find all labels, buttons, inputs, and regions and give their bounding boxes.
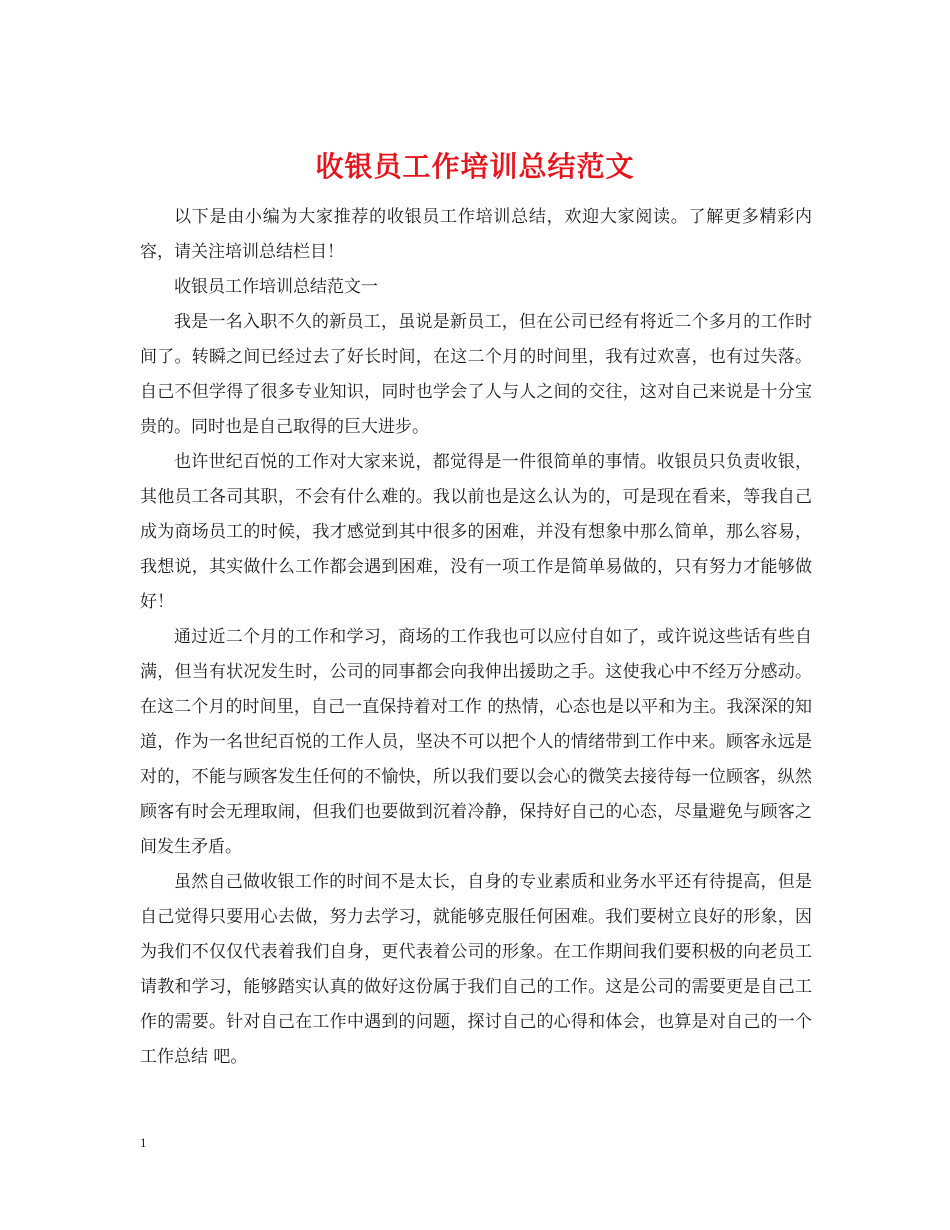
section-heading: 收银员工作培训总结范文一	[174, 277, 378, 297]
body-paragraph: 我是一名入职不久的新员工，虽说是新员工，但在公司已经有将近二个多月的工作时间了。转瞬之间已经过去了好长时间，在这二个月的时间里，我有过欢喜，也有过失落。自己不但学得了很多专业知识，同时也学会了人与人之间的交往，这对自己来说是十分宝贵的。同时也是自己取得的巨大进步。	[140, 312, 812, 437]
document-body	[140, 200, 812, 1075]
document-title: 收银员工作培训总结范文	[315, 149, 635, 183]
body-paragraph: 也许世纪百悦的工作对大家来说，都觉得是一件很简单的事情。收银员只负责收银，其他员工各司其职，不会有什么难的。我以前也是这么认为的，可是现在看来，等我自己成为商场员工的时候，我才感觉到其中很多的困难，并没有想象中那么简单，那么容易，我想说，其实做什么工作都会遇到困难，没有一项工作是简单易做的，只有努力才能够做好！	[140, 452, 812, 612]
page-number: 1	[140, 1135, 147, 1150]
intro-paragraph: 以下是由小编为大家推荐的收银员工作培训总结，欢迎大家阅读。了解更多精彩内容，请关注培训总结栏目！	[140, 207, 812, 262]
body-paragraph: 通过近二个月的工作和学习，商场的工作我也可以应付自如了，或许说这些话有些自满，但当有状况发生时，公司的同事都会向我伸出援助之手。这使我心中不经万分感动。在这二个月的时间里，自己一直保持着对工作 的热情，心态也是以平和为主。我深深的知道，作为一名世纪百悦的工作人员，坚决不可以把个人的情绪带到工作中来。顾客永远是对的，不能与顾客发生任何的不愉快，所以我们要以会心的微笑去接待每一位顾客，纵然顾客有时会无理取闹，但我们也要做到沉着冷静，保持好自己的心态，尽量避免与顾客之间发生矛盾。	[140, 627, 812, 857]
body-paragraph: 虽然自己做收银工作的时间不是太长，自身的专业素质和业务水平还有待提高，但是自己觉得只要用心去做，努力去学习，就能够克服任何困难。我们要树立良好的形象，因为我们不仅仅代表着我们自身，更代表着公司的形象。在工作期间我们要积极的向老员工请教和学习，能够踏实认真的做好这份属于我们自己的工作。这是公司的需要更是自己工作的需要。针对自己在工作中遇到的问题，探讨自己的心得和体会，也算是对自己的一个工作总结 吧。	[140, 872, 812, 1067]
